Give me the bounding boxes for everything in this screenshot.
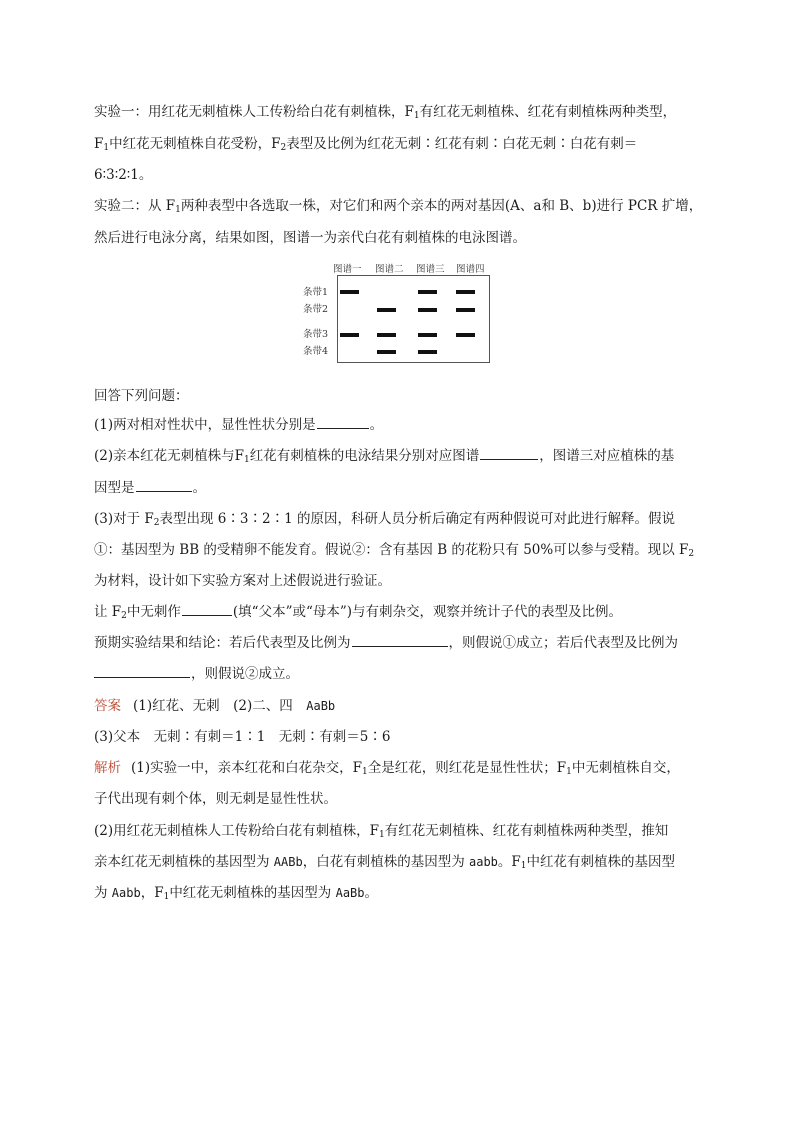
gel-band	[418, 308, 437, 312]
gel-band	[418, 333, 437, 337]
gel-column-label: 图谱四	[456, 264, 485, 275]
gel-column-label: 图谱三	[416, 264, 445, 275]
question-3-line5: 预期实验结果和结论：若后代表型及比例为 ，则假说①成立；若后代表型及比例为	[94, 635, 678, 651]
question-3-line6: ，则假说②成立。	[94, 665, 299, 683]
gel-band	[377, 333, 396, 337]
exp1-line3: 6∶3∶2∶1。	[94, 167, 153, 183]
gel-band-label: 条带4	[303, 346, 329, 357]
answer-line2: (3)父本 无刺∶有刺＝1∶1 无刺∶有刺＝5∶6	[94, 729, 391, 745]
analysis-line1: 解析 (1)实验一中，亲本红花和白花杂交，$F_1$全是红花，则红花是显性性状；$F_1$中无刺植株自交，	[94, 760, 680, 777]
answer-label: 答案	[94, 698, 121, 714]
gel-column-label: 图谱二	[375, 264, 404, 275]
question-3-line4: 让 $F_2$中无刺作 (填“父本”或“母本”)与有刺杂交，观察并统计子代的表型及比例。	[94, 604, 623, 621]
answer-blank	[480, 447, 538, 460]
analysis-label: 解析	[94, 760, 121, 776]
gel-band	[456, 308, 475, 312]
gel-band	[340, 333, 359, 337]
gel-band-label: 条带2	[303, 304, 329, 315]
question-2-line1: (2)亲本红花无刺植株与$F_1$红花有刺植株的电泳结果分别对应图谱 ，图谱三对应植株的基	[94, 448, 675, 465]
analysis-line2: 子代出现有刺个体，则无刺是显性性状。	[94, 791, 337, 807]
question-3-line1: (3)对于 $F_2$表型出现 6∶3∶2∶1 的原因，科研人员分析后确定有两种假说可对此进行解释。假说	[94, 511, 675, 528]
analysis-line3: (2)用红花无刺植株人工传粉给白花有刺植株，$F_1$有红花无刺植株、红花有刺植株两种类型，推知	[94, 823, 669, 840]
question-1: (1)两对相对性状中，显性性状分别是 。	[94, 417, 384, 433]
gel-band-label: 条带3	[303, 329, 329, 340]
gel-band	[377, 350, 396, 354]
gel-band	[340, 290, 359, 294]
gel-band	[418, 290, 437, 294]
answer-blank	[94, 665, 190, 678]
question-2-line2: 因型是 。	[94, 480, 206, 496]
gel-band-label: 条带1	[303, 287, 329, 298]
gel-band	[377, 308, 396, 312]
gel-band	[418, 350, 437, 354]
electrophoresis-figure	[301, 257, 491, 365]
answer-blank	[136, 479, 192, 492]
questions-intro: 回答下列问题：	[94, 388, 189, 404]
question-3-line2: ①：基因型为 BB 的受精卵不能发育。假说②：含有基因 B 的花粉只有 50%可以参与受精。现以 $F_2$	[94, 542, 695, 559]
exp2-line2: 然后进行电泳分离，结果如图，图谱一为亲代白花有刺植株的电泳图谱。	[94, 230, 526, 246]
analysis-line5: 为 Aabb，$F_1$中红花无刺植株的基因型为 AaBb。	[94, 885, 379, 902]
gel-frame	[337, 275, 490, 363]
analysis-line4: 亲本红花无刺植株的基因型为 AABb，白花有刺植株的基因型为 aabb。$F_1$中红花有刺植株的基因型	[94, 854, 676, 871]
answer-line1: 答案 (1)红花、无刺 (2)二、四 AaBb	[94, 698, 336, 714]
exp2-line1: 实验二：从 $F_1$两种表型中各选取一株，对它们和两个亲本的两对基因(A、a和 B、b)进行 PCR 扩增，	[94, 198, 703, 215]
gel-band	[456, 290, 475, 294]
gel-column-label: 图谱一	[333, 264, 362, 275]
answer-blank	[352, 634, 448, 647]
exp1-line2: $F_1$中红花无刺植株自花受粉，$F_2$表型及比例为红花无刺∶红花有刺∶白花无刺∶白花有刺＝	[94, 136, 638, 153]
answer-blank	[317, 416, 369, 429]
gel-band	[456, 333, 475, 337]
question-3-line3: 为材料，设计如下实验方案对上述假说进行验证。	[94, 573, 391, 589]
exp1-line1: 实验一：用红花无刺植株人工传粉给白花有刺植株，$F_1$有红花无刺植株、红花有刺植株两种类型，	[94, 104, 677, 121]
answer-blank	[182, 603, 232, 616]
